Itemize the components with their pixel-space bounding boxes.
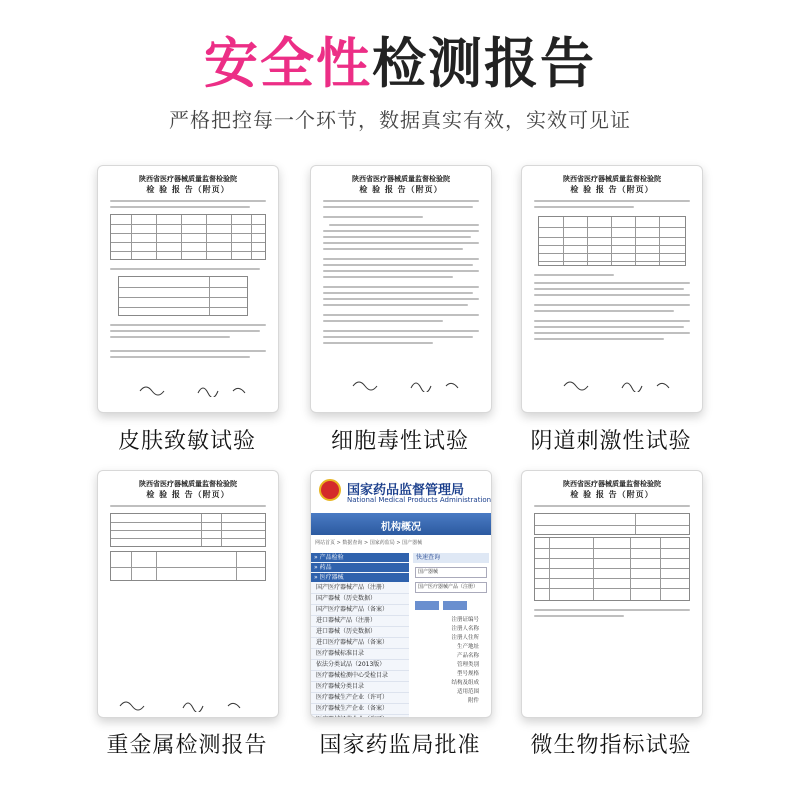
page-title	[0, 34, 800, 94]
report-org: 陕西省医疗器械质量监督检验院	[139, 175, 237, 183]
sidebar-item[interactable]: 进口器械产品（注册）	[311, 616, 409, 627]
nmpa-nav-bar	[311, 513, 491, 535]
breadcrumb: 网站首页 > 数据查询 > 国家药监局 > 国产器械	[315, 540, 423, 546]
nmpa-sidebar	[311, 553, 409, 717]
nmpa-main	[413, 553, 489, 717]
report-title: 检 验 报 告（附页）	[359, 185, 443, 194]
record-field: 型号规格	[456, 671, 479, 677]
query-button[interactable]	[443, 601, 467, 610]
report-document	[98, 471, 278, 717]
sidebar-header[interactable]: » 产品检验	[311, 553, 409, 562]
nmpa-bar-title: 机构概况	[381, 522, 421, 533]
caption-vaginal-irritation: 阴道刺激性试验	[530, 429, 692, 454]
report-card-microbial[interactable]	[521, 470, 703, 718]
data-table	[110, 513, 266, 547]
record-field: 管理类别	[456, 662, 479, 668]
report-card-cytotoxicity[interactable]	[310, 165, 492, 413]
sidebar-item[interactable]: 医疗器械标准目录	[311, 649, 409, 660]
sidebar-item[interactable]: 医疗器械检测中心受检目录	[311, 671, 409, 682]
caption-skin-sensitization: 皮肤致敏试验	[117, 429, 256, 454]
data-table	[534, 537, 690, 601]
caption-cytotoxicity: 细胞毒性试验	[330, 429, 469, 454]
nmpa-approval-card[interactable]	[310, 470, 492, 718]
sidebar-item[interactable]: 依法分类试品（2013版）	[311, 660, 409, 671]
query-button[interactable]	[415, 601, 439, 610]
sidebar-item[interactable]: 进口医疗器械产品（备案）	[311, 638, 409, 649]
report-org: 陕西省医疗器械质量监督检验院	[139, 480, 237, 488]
report-card-heavy-metal[interactable]	[97, 470, 279, 718]
record-field: 产品名称	[456, 653, 479, 659]
query-select[interactable]: 国产医疗器械产品（注册）	[415, 582, 487, 593]
report-title: 检 验 报 告（附页）	[570, 185, 654, 194]
caption-heavy-metal: 重金属检测报告	[106, 733, 268, 758]
sidebar-header[interactable]: » 医疗器械	[311, 573, 409, 582]
data-table	[538, 216, 686, 266]
sidebar-item[interactable]	[311, 715, 409, 718]
report-document	[522, 471, 702, 717]
sidebar-item[interactable]: 国产医疗器械产品（注册）	[311, 583, 409, 594]
data-table	[118, 276, 248, 316]
record-field: 注册人住所	[451, 635, 479, 641]
record-field: 生产地址	[456, 644, 479, 650]
national-emblem-icon	[319, 479, 341, 501]
record-field: 注册人名称	[451, 626, 479, 632]
record-field: 附件	[467, 698, 479, 704]
signature	[118, 696, 258, 712]
report-document	[98, 166, 278, 412]
sidebar-item[interactable]: 医疗器械生产企业（备案）	[311, 704, 409, 715]
data-table	[110, 551, 266, 581]
signature	[138, 381, 258, 397]
sidebar-item[interactable]: 医疗器械生产企业（许可）	[311, 693, 409, 704]
title-highlight: 安全性	[204, 32, 372, 95]
sidebar-item[interactable]: 医疗器械分类目录	[311, 682, 409, 693]
data-table	[110, 214, 266, 260]
sidebar-item[interactable]: 国产器械（历史数据）	[311, 594, 409, 605]
report-org: 陕西省医疗器械质量监督检验院	[563, 175, 661, 183]
record-field: 注册证编号	[451, 617, 479, 623]
query-header: 快速查询	[413, 553, 489, 563]
record-field: 适用范围	[456, 689, 479, 695]
report-document	[311, 166, 491, 412]
signature	[562, 376, 682, 392]
report-title: 检 验 报 告（附页）	[146, 490, 230, 499]
report-org: 陕西省医疗器械质量监督检验院	[563, 480, 661, 488]
sidebar-item[interactable]: 进口器械（历史数据）	[311, 627, 409, 638]
sidebar-item[interactable]: 国产医疗器械产品（备案）	[311, 605, 409, 616]
record-field: 结构及组成	[451, 680, 479, 686]
nmpa-site-name: 国家药品监督管理局	[347, 483, 465, 498]
nmpa-site-name-en: National Medical Products Administration	[347, 496, 492, 504]
query-select[interactable]: 国产器械	[415, 567, 487, 578]
caption-nmpa-approval: 国家药监局批准	[319, 733, 481, 758]
report-title: 检 验 报 告（附页）	[146, 185, 230, 194]
report-document	[522, 166, 702, 412]
title-rest: 检测报告	[372, 32, 596, 95]
report-title: 检 验 报 告（附页）	[570, 490, 654, 499]
sidebar-header[interactable]: » 药品	[311, 563, 409, 572]
page-subtitle: 严格把控每一个环节，数据真实有效，实效可见证	[169, 108, 631, 132]
report-card-vaginal-irritation[interactable]	[521, 165, 703, 413]
nmpa-header	[311, 471, 491, 511]
caption-microbial: 微生物指标试验	[530, 733, 692, 758]
data-table	[534, 513, 690, 535]
report-org: 陕西省医疗器械质量监督检验院	[352, 175, 450, 183]
report-card-skin-sensitization[interactable]	[97, 165, 279, 413]
signature	[351, 376, 471, 392]
